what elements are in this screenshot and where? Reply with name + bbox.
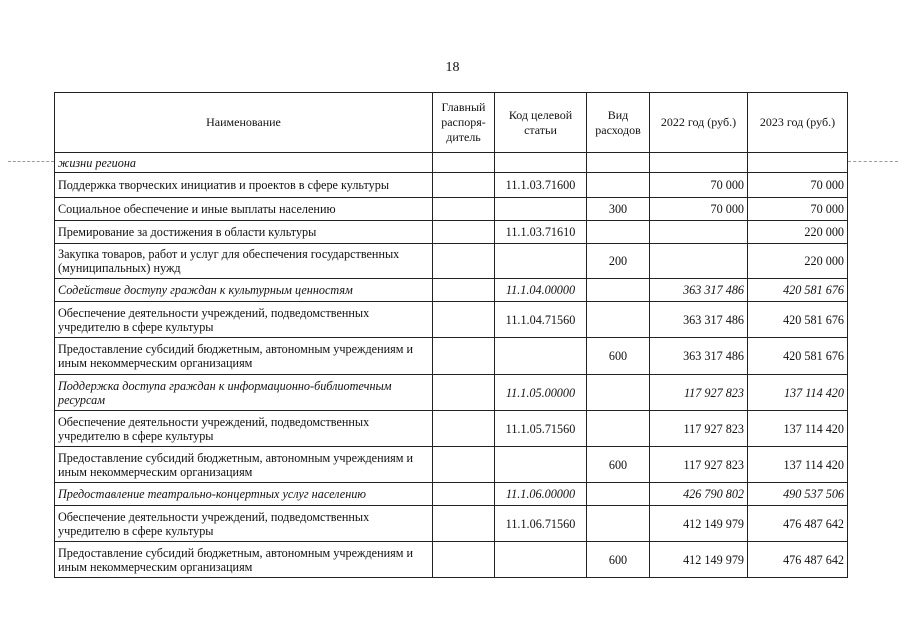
cell-2022: 363 317 486	[650, 338, 748, 375]
cell-2023: 137 114 420	[748, 375, 848, 411]
cell-code	[495, 153, 587, 173]
cell-2022: 117 927 823	[650, 411, 748, 447]
cell-2022: 363 317 486	[650, 302, 748, 338]
cell-2022: 117 927 823	[650, 447, 748, 483]
cell-manager	[433, 338, 495, 375]
cell-manager	[433, 244, 495, 279]
table-row	[55, 375, 848, 411]
header-code: Код целевой статьи	[495, 93, 587, 153]
table-row	[55, 221, 848, 244]
cell-manager	[433, 198, 495, 221]
cell-type	[587, 279, 650, 302]
cell-2023: 490 537 506	[748, 483, 848, 506]
header-2023: 2023 год (руб.)	[748, 93, 848, 153]
cell-manager	[433, 173, 495, 198]
cell-type	[587, 221, 650, 244]
cell-name: Обеспечение деятельности учреждений, подведомственных учредителю в сфере культуры	[55, 506, 433, 542]
cell-2023: 70 000	[748, 198, 848, 221]
cell-code: 11.1.04.00000	[495, 279, 587, 302]
cell-code: 11.1.06.71560	[495, 506, 587, 542]
cell-type	[587, 375, 650, 411]
cell-name: Поддержка доступа граждан к информационно-библиотечным ресурсам	[55, 375, 433, 411]
cell-manager	[433, 221, 495, 244]
table-row	[55, 483, 848, 506]
cell-name: Социальное обеспечение и иные выплаты населению	[55, 198, 433, 221]
cell-code: 11.1.05.71560	[495, 411, 587, 447]
cell-code	[495, 447, 587, 483]
cell-name: Содействие доступу граждан к культурным ценностям	[55, 279, 433, 302]
cell-2023: 137 114 420	[748, 447, 848, 483]
header-row	[55, 93, 848, 153]
cell-2023: 420 581 676	[748, 302, 848, 338]
cell-2023: 476 487 642	[748, 506, 848, 542]
cell-2022: 117 927 823	[650, 375, 748, 411]
cell-manager	[433, 279, 495, 302]
cell-2023: 70 000	[748, 173, 848, 198]
table-row	[55, 411, 848, 447]
cell-name: Обеспечение деятельности учреждений, подведомственных учредителю в сфере культуры	[55, 411, 433, 447]
cell-2022	[650, 244, 748, 279]
page-number: 18	[445, 60, 460, 75]
cell-name: жизни региона	[55, 153, 433, 173]
cell-name: Предоставление субсидий бюджетным, автономным учреждениям и иным некоммерческим организациям	[55, 447, 433, 483]
header-name: Наименование	[55, 93, 433, 153]
header-manager: Главный распоря-дитель	[433, 93, 495, 153]
table-row	[55, 244, 848, 279]
cell-2023: 220 000	[748, 244, 848, 279]
cell-manager	[433, 302, 495, 338]
cell-type: 200	[587, 244, 650, 279]
cell-2023: 420 581 676	[748, 279, 848, 302]
table-row	[55, 302, 848, 338]
cell-type: 600	[587, 338, 650, 375]
cell-type	[587, 506, 650, 542]
header-2022: 2022 год (руб.)	[650, 93, 748, 153]
cell-name: Обеспечение деятельности учреждений, подведомственных учредителю в сфере культуры	[55, 302, 433, 338]
cell-2022: 70 000	[650, 198, 748, 221]
cell-manager	[433, 542, 495, 578]
cell-code: 11.1.06.00000	[495, 483, 587, 506]
cell-code: 11.1.05.00000	[495, 375, 587, 411]
table-row	[55, 173, 848, 198]
budget-table	[54, 92, 848, 578]
cell-name: Предоставление субсидий бюджетным, автономным учреждениям и иным некоммерческим организациям	[55, 338, 433, 375]
table-row	[55, 447, 848, 483]
cell-manager	[433, 411, 495, 447]
cell-manager	[433, 153, 495, 173]
table-row	[55, 198, 848, 221]
cell-2023	[748, 153, 848, 173]
cell-type	[587, 483, 650, 506]
cell-manager	[433, 375, 495, 411]
cell-code	[495, 198, 587, 221]
cell-2023: 476 487 642	[748, 542, 848, 578]
cell-type	[587, 411, 650, 447]
continuation-dash-right	[848, 161, 898, 162]
cell-code: 11.1.03.71600	[495, 173, 587, 198]
cell-code: 11.1.04.71560	[495, 302, 587, 338]
cell-manager	[433, 447, 495, 483]
cell-code: 11.1.03.71610	[495, 221, 587, 244]
cell-2022	[650, 153, 748, 173]
cell-2023: 137 114 420	[748, 411, 848, 447]
table-row	[55, 506, 848, 542]
cell-manager	[433, 483, 495, 506]
cell-2023: 420 581 676	[748, 338, 848, 375]
cell-name: Предоставление субсидий бюджетным, автономным учреждениям и иным некоммерческим организациям	[55, 542, 433, 578]
header-type: Вид расходов	[587, 93, 650, 153]
cell-2022: 426 790 802	[650, 483, 748, 506]
cell-2022	[650, 221, 748, 244]
table-body	[55, 153, 848, 578]
cell-type	[587, 173, 650, 198]
cell-code	[495, 542, 587, 578]
table-row	[55, 153, 848, 173]
cell-code	[495, 244, 587, 279]
table-row	[55, 542, 848, 578]
cell-type: 600	[587, 542, 650, 578]
cell-2022: 412 149 979	[650, 506, 748, 542]
cell-2022: 363 317 486	[650, 279, 748, 302]
cell-name: Предоставление театрально-концертных услуг населению	[55, 483, 433, 506]
cell-type: 300	[587, 198, 650, 221]
cell-2022: 412 149 979	[650, 542, 748, 578]
cell-2023: 220 000	[748, 221, 848, 244]
cell-type	[587, 153, 650, 173]
table-row	[55, 338, 848, 375]
cell-name: Премирование за достижения в области культуры	[55, 221, 433, 244]
cell-code	[495, 338, 587, 375]
continuation-dash-left	[8, 161, 54, 162]
cell-type: 600	[587, 447, 650, 483]
cell-2022: 70 000	[650, 173, 748, 198]
cell-name: Поддержка творческих инициатив и проектов в сфере культуры	[55, 173, 433, 198]
table-row	[55, 279, 848, 302]
cell-type	[587, 302, 650, 338]
cell-manager	[433, 506, 495, 542]
cell-name: Закупка товаров, работ и услуг для обеспечения государственных (муниципальных) нужд	[55, 244, 433, 279]
